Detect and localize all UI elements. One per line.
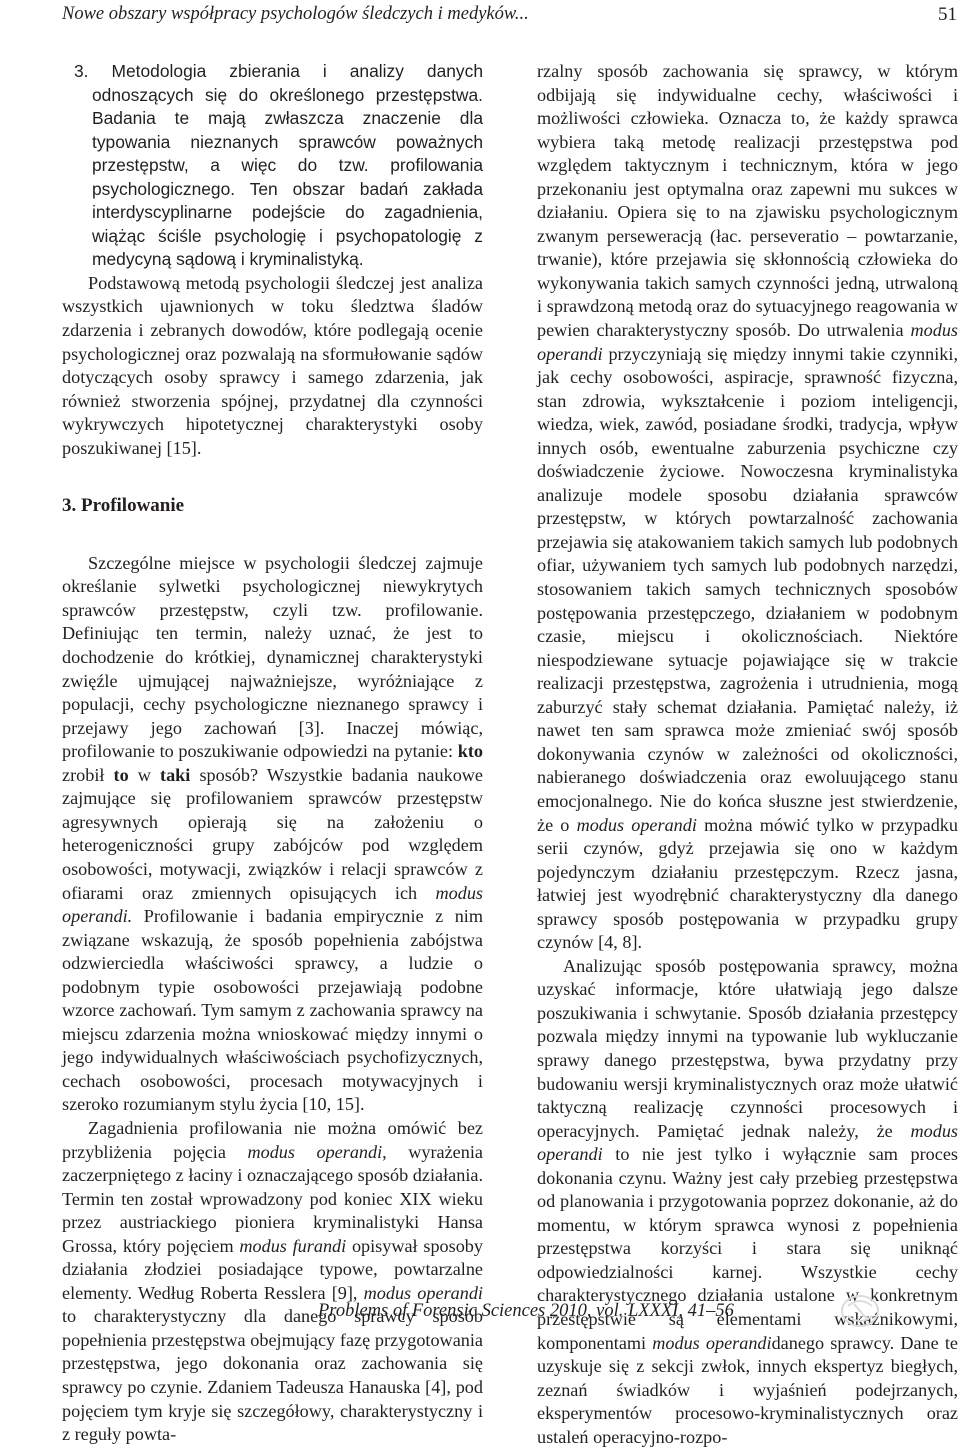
- paragraph: Szczególne miejsce w psychologii śledczej zajmuje określanie sylwetki psychologicznej niewykrytych sprawców przestępstw, czyli tzw. profilowanie. Definiując ten termin, należy uznać, że jest to dochodzenie do krótkiej, dynamicznej charakterystyki zwięźle ujmującej najważniejsze, wyróżniające z populacji, cechy psychologiczne nieznanego sprawcy i przejawy jego zachowań [3]. Inaczej mówiąc, profilowanie to poszukiwanie odpowiedzi na pytanie: kto zrobił to w taki sposób? Wszystkie badania naukowe zajmujące się profilowaniem sprawców przestępstw agresywnych opierają się na założeniu o heterogeniczności grupy zabójców pod względem osobowości, motywacji, związków i relacji sprawców z ofiarami oraz zmiennych opisujących ich modus operandi. Profilowanie i badania empirycznie z nim związane wskazują, że sposób popełnienia zabójstwa odzwierciedla właściwości sprawcy, a ludzie o podobnym typie osobowości przejawiają podobne wzorce zachowań. Tym samym z zachowania sprawcy na miejscu zdarzenia można wnioskować między innymi o jego indywidualnych właściwościach psychofizycznych, cechach osobowości, procesach motywacyjnych i szeroko rozumianym stylu życia [10, 15].: [62, 552, 483, 1115]
- running-title: Nowe obszary współpracy psychologów śledczych i medyków...: [62, 4, 529, 24]
- journal-logo-icon: [838, 1292, 882, 1330]
- left-column: [62, 60, 483, 1447]
- paragraph: Podstawową metodą psychologii śledczej jest analiza wszystkich ujawnionych w toku śledztwa śladów zdarzenia i zebranych dowodów, które podlegają ocenie psychologicznej oraz pozwalają na sformułowanie sądów dotyczących osoby sprawcy i samego zdarzenia, jak również stworzenia spójnej, przydatnej dla czynności wykrywczych hipotetycznej charakterystyki osoby poszukiwanej [15].: [62, 272, 483, 458]
- section-heading: 3. Profilowanie: [62, 495, 185, 517]
- list-item-3: 3. Metodologia zbierania i analizy danych odnoszących się do określonego przestępstwa. Badania te mają zwłaszcza znaczenie dla typowania nieznanych sprawców poważnych przestępstw, a więc do tzw. profilowania psychologicznego. Ten obszar badań zakłada interdyscyplinarne podejście do zagadnienia, wiążąc ściśle psychologię i psychopatologię z medycyną sądową i kryminalistyką.: [74, 61, 483, 270]
- paragraph: rzalny sposób zachowania się sprawcy, w którym odbijają się indywidualne cechy, właściwości i możliwości człowieka. Oznacza to, że każdy sprawca wybiera taką metodę realizacji przestępstwa pod względem taktycznym i technicznym, która w jego przekonaniu jest optymalna oraz zapewni mu sukces w działaniu. Opiera się to na zjawisku psychologicznym zwanym perseweracją (łac. perseveratio – powtarzanie, trwanie), które przejawia się skłonnością człowieka do wykonywania takich samych czynności jedną, utrwaloną i sprawdzoną metodą oraz do sytuacyjnego reagowania w pewien charakterystyczny sposób. Do utrwalenia modus operandi przyczyniają się między innymi takie czynniki, jak cechy osobowości, aspiracje, sprawność fizyczna, stan zdrowia, wykształcenie i poziom inteligencji, wiedza, wiek, zawód, posiadane środki, tradycja, wpływ innych osób, ewentualne zaburzenia psychiczne czy doświadczenie życiowe. Nowoczesna kryminalistyka analizuje modele sposobu działania sprawców przestępstw, w których powtarzalność zachowania przejawia się atakowaniem takich samych lub podobnych ofiar, używaniem tych samych lub podobnych narzędzi, stosowaniem takich samych technicznych sposobów postępowania przestępczego, działaniem w podobnym czasie, miejscu i okolicznościach. Niektóre niespodziewane sytuacje pojawiające się w trakcie realizacji przestępstwa, zagrożenia i utrudnienia, mogą zaburzyć stały schemat działania. Pamiętać należy, iż nawet ten sam sprawca może zmieniać swój sposób dokonywania czynów w zależności od okoliczności, nabieranego doświadczenia oraz ewoluującego stanu emocjonalnego. Nie do końca słuszne jest stwierdzenie, że o modus operandi można mówić tylko w przypadku serii czynów, gdyż przejawia się ono w każdym pojedynczym działaniu przestępczym. Rzecz jasna, łatwiej jest wyodrębnić charakterystyczny dla danego sprawcy sposób postępowania w przypadku grupy czynów [4, 8].: [537, 61, 958, 953]
- paragraph: Analizując sposób postępowania sprawcy, można uzyskać informacje, które ułatwiają jego dalsze poszukiwania i schwytanie. Sposób działania przestępcy pozwala między innymi na typowanie lub wykluczanie sprawy danego przestępstwa, bywa przydatny przy budowaniu wersji kryminalistycznych oraz może ułatwić taktyczną realizację czynności procesowych i operacyjnych. Pamiętać jednak należy, że modus operandi to nie jest tylko i wyłącznie sam proces dokonania czynu. Ważny jest cały przebieg przestępstwa od planowania i przygotowania poprzez dokonanie, aż do momentu, w którym sprawca wynosi z popełnienia przestępstwa korzyści i stara się uniknąć odpowiedzialności karnej. Wszystkie cechy charakterystycznego działania ustalone w konkretnym przestępstwie są elementami wskaźnikowymi, komponentami modus operandidanego sprawcy. Dane te uzyskuje się z sekcji zwłok, innych ekspertyz biegłych, zeznań świadków i wyjaśnień podejrzanych, eksperymentów procesowo-kryminalistycznych oraz ustaleń operacyjno-rozpo-: [537, 955, 958, 1447]
- right-column: [537, 60, 958, 1449]
- footer-citation: Problems of Forensic Sciences 2010, vol. LXXXI, 41–56: [318, 1301, 734, 1321]
- page-header: [62, 4, 957, 32]
- page-number: 51: [938, 4, 957, 25]
- paragraph: Zagadnienia profilowania nie można omówić bez przybliżenia pojęcia modus operandi, wyrażenia zaczerpniętego z łaciny i oznaczającego sposób działania. Termin ten został wprowadzony pod koniec XIX wieku przez austriackiego pioniera kryminalistyki Hansa Grossa, który pojęciem modus furandi opisywał sposoby działania złodziei posiadające typowe, powtarzalne elementy. Według Roberta Resslera [9], modus operandi to charakterystyczny dla danego sprawcy sposób popełnienia przestępstwa obejmujący fazę przygotowania przestępstwa, jego dokonania oraz zachowania się sprawcy po czynie. Zdaniem Tadeusza Hanauska [4], pod pojęciem tym kryje się szczegółowy, charakterystyczny i z reguły powta-: [62, 1117, 483, 1445]
